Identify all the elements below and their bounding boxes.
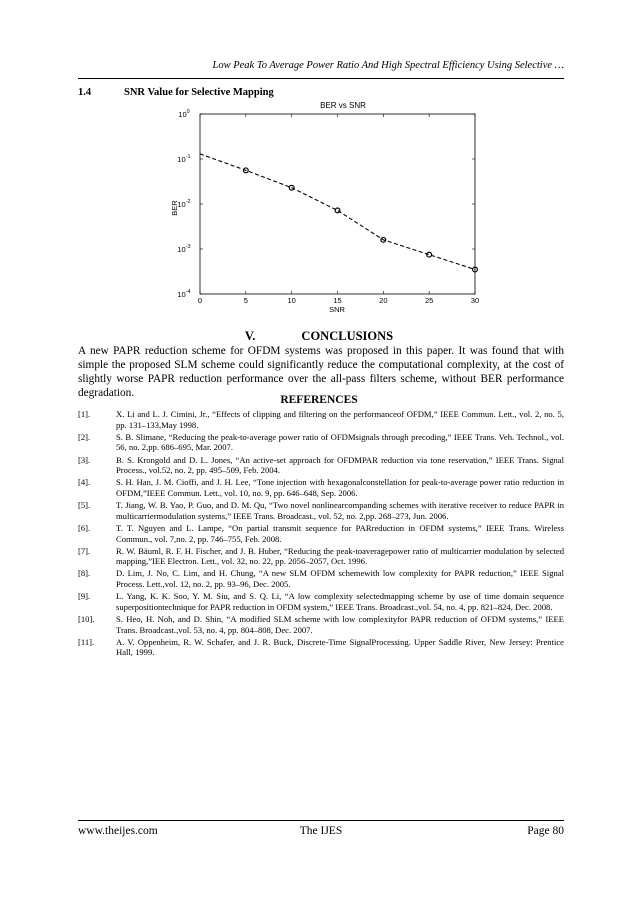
x-tick-label: 30 bbox=[470, 296, 480, 305]
x-axis-label: SNR bbox=[329, 305, 345, 314]
reference-text: T. T. Nguyen and L. Lampe, “On partial transmit sequence for PARreduction in OFDM systems,” IEEE Trans. Wireless Commun., vol. 7,no. 2, pp. 746–755, Feb. 2008. bbox=[116, 522, 564, 544]
running-header: Low Peak To Average Power Ratio And High Spectral Efficiency Using Selective … bbox=[212, 60, 564, 71]
x-tick-label: 5 bbox=[243, 296, 248, 305]
reference-item bbox=[78, 455, 564, 476]
reference-text: L. Yang, K. K. Soo, Y. M. Siu, and S. Q. Li, “A low complexity selectedmapping scheme by use of time domain sequence superpositiontechnique for PAPR reduction in OFDM system,” IEEE Trans. Broadcast.,vol. 54, no. 4, pp. 821–824, Dec. 2008. bbox=[116, 591, 564, 612]
y-tick-base: 10 bbox=[177, 155, 186, 164]
reference-number: [9]. bbox=[78, 591, 91, 602]
reference-number: [6]. bbox=[78, 522, 91, 533]
reference-number: [4]. bbox=[78, 477, 91, 488]
reference-number: [1]. bbox=[78, 409, 91, 419]
footer-website: www.theijes.com bbox=[78, 825, 158, 837]
reference-number: [11]. bbox=[78, 636, 95, 647]
x-tick-label: 20 bbox=[379, 296, 388, 305]
footer-journal: The IJES bbox=[299, 825, 343, 837]
reference-text: B. S. Krongold and D. L. Jones, “An active-set approach for OFDMPAR reduction via tone reservation,” IEEE Trans. Signal Process., vol.52, no. 2, pp. 495–509, Feb. 2004. bbox=[116, 454, 564, 476]
section-title: SNR Value for Selective Mapping bbox=[124, 87, 274, 98]
y-tick-base: 10 bbox=[177, 245, 186, 254]
y-tick-label bbox=[177, 154, 190, 164]
y-tick-exponent: -2 bbox=[185, 199, 191, 205]
reference-item bbox=[78, 523, 564, 544]
y-tick-base: 10 bbox=[177, 290, 186, 299]
reference-number: [7]. bbox=[78, 545, 91, 556]
y-tick-label bbox=[178, 109, 189, 119]
conclusions-heading bbox=[0, 329, 638, 344]
series-line bbox=[200, 154, 475, 270]
y-tick-base: 10 bbox=[177, 200, 186, 209]
reference-number: [2]. bbox=[78, 431, 91, 442]
reference-text: A. V. Oppenheim, R. W. Schafer, and J. R. Buck, Discrete-Time SignalProcessing. Upper Saddle River, New Jersey: Prentice Hall, 1999. bbox=[116, 636, 564, 658]
x-tick-label: 0 bbox=[197, 296, 203, 305]
section-heading bbox=[78, 87, 274, 98]
reference-item bbox=[78, 500, 564, 521]
conclusions-title: CONCLUSIONS bbox=[301, 329, 394, 343]
footer-page-number: Page 80 bbox=[527, 825, 564, 837]
conclusions-number: V. bbox=[244, 329, 256, 343]
reference-number: [10]. bbox=[78, 614, 95, 625]
y-tick-exponent: 0 bbox=[186, 109, 190, 115]
reference-item bbox=[78, 591, 564, 612]
reference-text: X. Li and L. J. Cimini, Jr., “Effects of clipping and filtering on the performanceof OFDM,” IEEE Commun. Lett., vol. 2, no. 5, pp. 131–133,May 1998. bbox=[116, 409, 564, 430]
references-list bbox=[78, 409, 564, 660]
footer-divider bbox=[78, 820, 564, 821]
reference-item bbox=[78, 637, 564, 658]
reference-text: S. B. Slimane, “Reducing the peak-to-average power ratio of OFDMsignals through precoding,” IEEE Trans. Veh. Technol., vol. 56, no. 2,pp. 686–695, Mar. 2007. bbox=[116, 431, 564, 453]
y-tick-label bbox=[177, 244, 190, 254]
reference-text: S. H. Han, J. M. Cioffi, and J. H. Lee, “Tone injection with hexagonalconstellation for peak-to-average power ratio reduction in OFDM,”IEEE Commun. Lett., vol. 10, no. 9, pp. 646–648, Sep. 2006. bbox=[116, 477, 564, 498]
ber-series bbox=[200, 154, 477, 272]
section-number: 1.4 bbox=[78, 87, 92, 98]
reference-text: R. W. Bäuml, R. F. H. Fischer, and J. B. Huber, “Reducing the peak-toaveragepower ratio of multicarrier modulation by selected mapping,”IEE Electron. Lett., vol. 32, no. 22, pp. 2056–2057, Oct. 1996. bbox=[116, 545, 564, 567]
reference-item bbox=[78, 568, 564, 589]
x-axis-ticks bbox=[198, 114, 479, 305]
y-tick-base: 10 bbox=[178, 110, 187, 119]
x-tick-label: 10 bbox=[287, 296, 296, 305]
y-tick-label bbox=[177, 199, 190, 209]
references-heading: REFERENCES bbox=[280, 394, 358, 406]
reference-text: S. Heo, H. Noh, and D. Shin, “A modified SLM scheme with low complexityfor PAPR reduction of OFDM systems,” IEEE Trans. Broadcast.,vol. 53, no. 4, pp. 804–808, Dec. 2007. bbox=[116, 614, 564, 635]
reference-item bbox=[78, 477, 564, 498]
reference-item bbox=[78, 614, 564, 635]
y-tick-exponent: -4 bbox=[185, 289, 191, 295]
y-tick-exponent: -1 bbox=[185, 154, 191, 160]
reference-text: D. Lim, J. No, C. Lim, and H. Chung, “A new SLM OFDM schemewith low complexity for PAPR reduction,” IEEE Signal Process. Lett.,vol. 12, no. 2, pp. 93–96, Dec. 2005. bbox=[116, 568, 564, 590]
conclusions-paragraph: A new PAPR reduction scheme for OFDM systems was proposed in this paper. It was found that with simple the proposed SLM scheme could significantly reduce the computational complexity, at the cost of slightly worse PAPR reduction performance over the all-pass filters scheme, without BER performance degradation. bbox=[78, 345, 564, 399]
reference-text: T. Jiang, W. B. Yao, P. Guo, and D. M. Qu, “Two novel nonlinearcompanding schemes with iterative receiver to reduce PAPR in multicarriermodulation systems,” IEEE Trans. Broadcast., vol. 52, no. 2,pp. 268–273, Jun. 2006. bbox=[116, 500, 564, 521]
reference-item bbox=[78, 432, 564, 453]
reference-item bbox=[78, 409, 564, 430]
y-axis-ticks bbox=[177, 109, 475, 299]
reference-number: [3]. bbox=[78, 454, 91, 465]
y-axis-label: BER bbox=[170, 200, 179, 216]
y-tick-label bbox=[177, 289, 190, 299]
y-tick-exponent: -3 bbox=[185, 244, 191, 250]
ber-vs-snr-chart bbox=[150, 98, 495, 323]
header-divider bbox=[78, 78, 564, 79]
reference-number: [5]. bbox=[78, 500, 91, 511]
x-tick-label: 15 bbox=[333, 296, 342, 305]
x-tick-label: 25 bbox=[424, 296, 434, 305]
reference-number: [8]. bbox=[78, 568, 91, 579]
plot-area bbox=[200, 114, 475, 294]
chart-title: BER vs SNR bbox=[320, 101, 366, 110]
reference-item bbox=[78, 546, 564, 567]
data-point-marker bbox=[335, 208, 340, 213]
